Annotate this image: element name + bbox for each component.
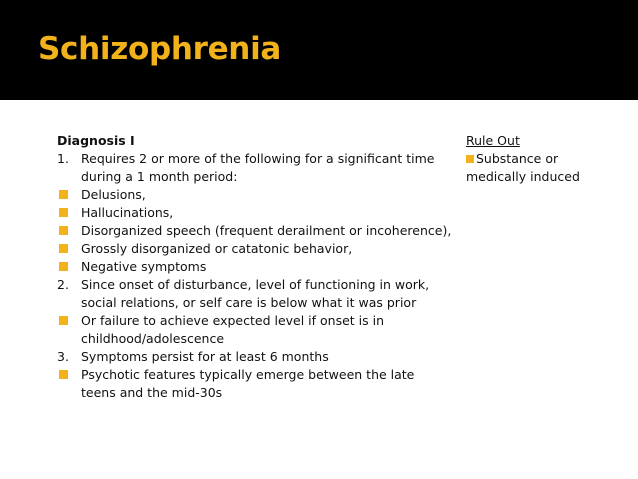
list-item-text: Hallucinations, xyxy=(81,205,174,220)
list-number: 3. xyxy=(57,349,69,364)
list-item-text: Grossly disorganized or catatonic behavior, xyxy=(81,241,353,256)
list-item-text: social relations, or self care is below what it was prior xyxy=(81,295,417,310)
list-item-text: Delusions, xyxy=(81,187,146,202)
list-item-line xyxy=(57,168,449,186)
list-item-line xyxy=(57,204,449,222)
list-item-line xyxy=(57,312,449,330)
square-bullet-icon xyxy=(59,226,68,235)
rule-out-line xyxy=(466,168,626,186)
diagnosis-heading: Diagnosis I xyxy=(57,133,135,148)
diagnosis-column xyxy=(57,132,452,402)
rule-out-line xyxy=(466,150,626,168)
list-item-text: Requires 2 or more of the following for a significant time xyxy=(81,151,435,166)
list-item-line xyxy=(57,186,449,204)
list-number: 1. xyxy=(57,151,69,166)
slide-title: Schizophrenia xyxy=(38,31,282,67)
list-item-line xyxy=(57,330,449,348)
list-item-line xyxy=(57,366,449,384)
list-item-text: Disorganized speech (frequent derailment or incoherence), xyxy=(81,223,452,238)
list-item-text: childhood/adolescence xyxy=(81,331,225,346)
square-bullet-icon xyxy=(466,155,474,163)
list-item-text: Symptoms persist for at least 6 months xyxy=(81,349,329,364)
list-item-line xyxy=(57,384,449,402)
diagnosis-list xyxy=(57,150,452,402)
list-item-line xyxy=(57,348,449,366)
list-item-line xyxy=(57,222,452,240)
list-item-text: Psychotic features typically emerge between the late xyxy=(81,367,415,382)
list-item-text: Negative symptoms xyxy=(81,259,207,274)
slide-body xyxy=(0,100,638,479)
rule-out-text: medically induced xyxy=(466,169,580,184)
square-bullet-icon xyxy=(59,316,68,325)
list-item-text: during a 1 month period: xyxy=(81,169,238,184)
square-bullet-icon xyxy=(59,262,68,271)
list-item-line xyxy=(57,294,449,312)
rule-out-heading: Rule Out xyxy=(466,133,520,148)
square-bullet-icon xyxy=(59,244,68,253)
list-item-text: Since onset of disturbance, level of functioning in work, xyxy=(81,277,430,292)
square-bullet-icon xyxy=(59,370,68,379)
square-bullet-icon xyxy=(59,208,68,217)
rule-out-text: Substance or xyxy=(476,151,559,166)
list-item-line xyxy=(57,150,449,168)
list-number: 2. xyxy=(57,277,69,292)
list-item-line xyxy=(57,258,449,276)
list-item-line xyxy=(57,240,449,258)
title-bar xyxy=(0,0,638,100)
list-item-text: Or failure to achieve expected level if onset is in xyxy=(81,313,385,328)
square-bullet-icon xyxy=(59,190,68,199)
rule-out-column xyxy=(466,132,626,186)
list-item-text: teens and the mid-30s xyxy=(81,385,223,400)
list-item-line xyxy=(57,276,449,294)
